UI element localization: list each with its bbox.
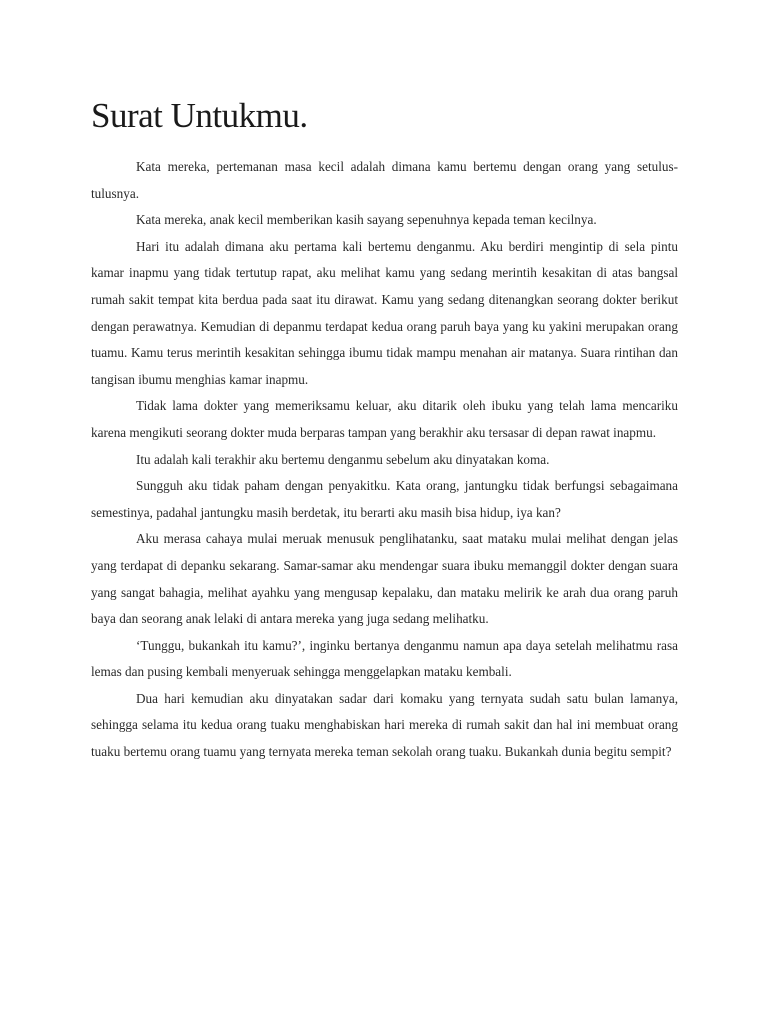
paragraph: Aku merasa cahaya mulai meruak menusuk penglihatanku, saat mataku mulai melihat dengan jelas yang terdapat di depanku sekarang. Samar-samar aku mendengar suara ibuku memanggil dokter dengan suara yang sangat bahagia, melihat ayahku yang mengusap kepalaku, dan mataku melirik ke arah dua orang paruh baya dan seorang anak lelaki di antara mereka yang juga sedang melihatku. — [91, 531, 678, 627]
paragraph: Itu adalah kali terakhir aku bertemu denganmu sebelum aku dinyatakan koma. — [136, 451, 550, 467]
paragraph: Tidak lama dokter yang memeriksamu keluar, aku ditarik oleh ibuku yang telah lama mencariku karena mengikuti seorang dokter muda berparas tampan yang berakhir aku tersasar di depan rawat inapmu. — [91, 398, 678, 440]
paragraph: Kata mereka, anak kecil memberikan kasih sayang sepenuhnya kepada teman kecilnya. — [136, 212, 597, 228]
paragraph: Kata mereka, pertemanan masa kecil adalah dimana kamu bertemu dengan orang yang setulus-tulusnya. — [91, 159, 678, 201]
paragraph: Hari itu adalah dimana aku pertama kali bertemu denganmu. Aku berdiri mengintip di sela pintu kamar inapmu yang tidak tertutup rapat, aku melihat kamu yang sedang merintih kesakitan di atas bangsal rumah sakit tempat kita berdua pada saat itu dirawat. Kamu yang sedang ditenangkan seorang dokter berikut dengan perawatnya. Kemudian di depanmu terdapat kedua orang paruh baya yang ku yakini merupakan orang tuamu. Kamu terus merintih kesakitan sehingga ibumu tidak mampu menahan air matanya. Suara rintihan dan tangisan ibumu menghias kamar inapmu. — [91, 238, 678, 387]
paragraph: ‘Tunggu, bukankah itu kamu?’, inginku bertanya denganmu namun apa daya setelah melihatmu rasa lemas dan pusing kembali menyeruak sehingga menggelapkan mataku kembali. — [91, 637, 678, 680]
document-page — [91, 96, 678, 766]
paragraph: Sungguh aku tidak paham dengan penyakitku. Kata orang, jantungku tidak berfungsi sebagaimana semestinya, padahal jantungku masih berdetak, itu berarti aku masih bisa hidup, iya kan? — [91, 478, 678, 520]
document-title: Surat Untukmu. — [91, 96, 308, 135]
document-body — [91, 154, 678, 766]
paragraph: Dua hari kemudian aku dinyatakan sadar dari komaku yang ternyata sudah satu bulan lamanya, sehingga selama itu kedua orang tuaku menghabiskan hari mereka di rumah sakit dan hal ini membuat orang tuaku bertemu orang tuamu yang ternyata mereka teman sekolah orang tuaku. Bukankah dunia begitu sempit? — [91, 690, 678, 760]
